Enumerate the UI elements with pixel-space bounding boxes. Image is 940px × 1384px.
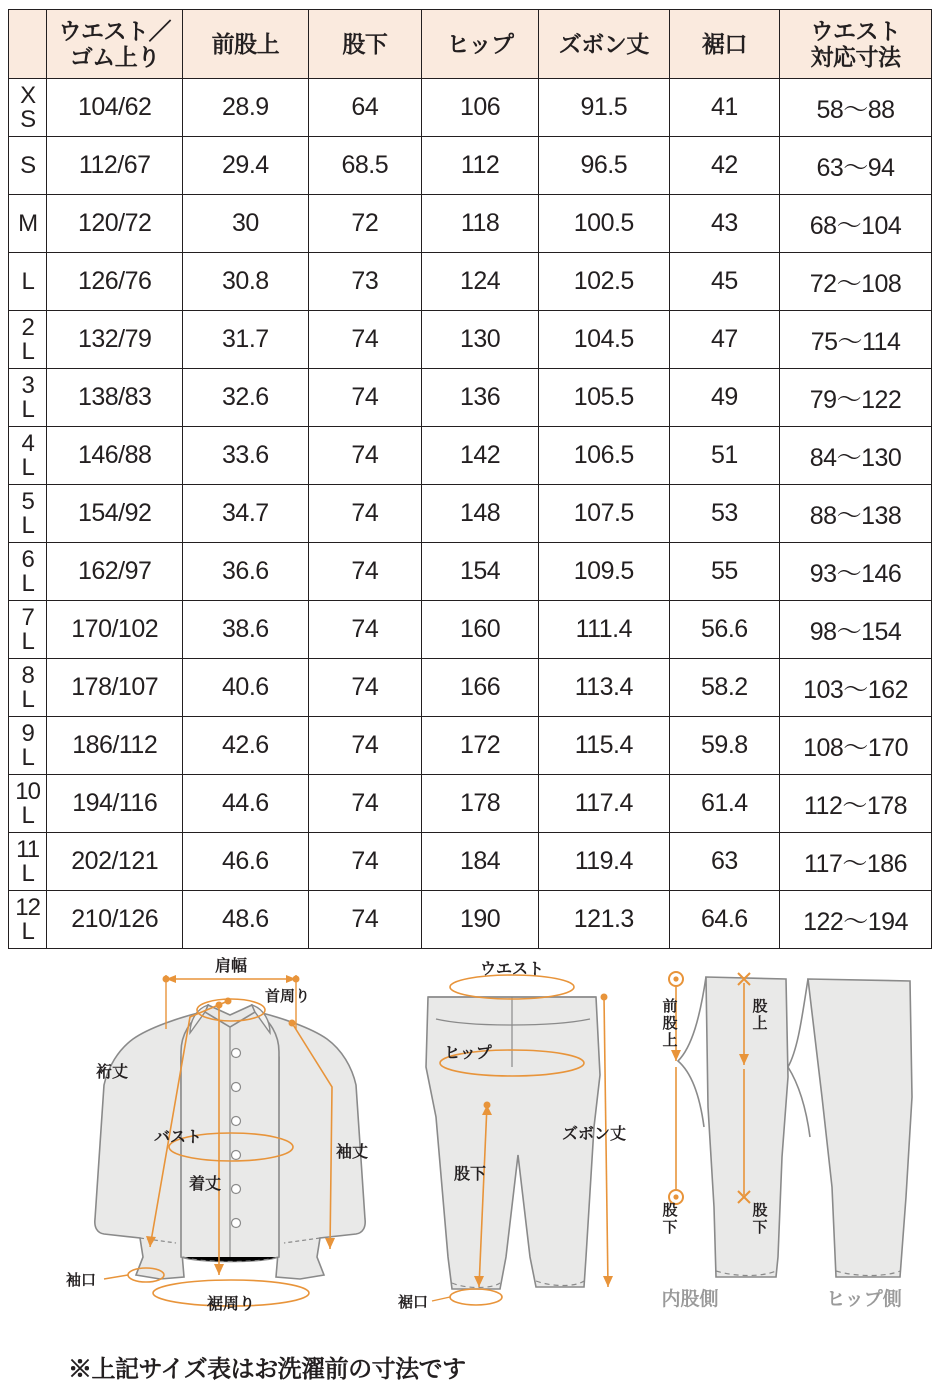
cell-waist: 120/72 bbox=[47, 195, 183, 253]
label-pants-hem: 裾口 bbox=[397, 1294, 428, 1311]
cell-waist-fit: 93〜146 bbox=[780, 543, 932, 601]
cell-hip: 160 bbox=[422, 601, 539, 659]
cell-inseam: 68.5 bbox=[308, 137, 422, 195]
cell-waist-fit: 63〜94 bbox=[780, 137, 932, 195]
cell-front-rise: 29.4 bbox=[183, 137, 308, 195]
cell-front-rise: 32.6 bbox=[183, 369, 308, 427]
cell-inseam: 74 bbox=[308, 485, 422, 543]
header-waist-line1: ウエスト／ bbox=[58, 18, 171, 45]
cell-pants-length: 115.4 bbox=[538, 717, 669, 775]
cell-front-rise: 46.6 bbox=[183, 833, 308, 891]
cell-size-suffix: L bbox=[21, 569, 34, 597]
cell-pants-length: 96.5 bbox=[538, 137, 669, 195]
table-row bbox=[9, 311, 932, 369]
cell-size bbox=[9, 543, 47, 601]
header-hip: ヒップ bbox=[422, 10, 539, 79]
header-hem: 裾口 bbox=[669, 10, 779, 79]
cell-size bbox=[9, 79, 47, 137]
label-cuff: 袖口 bbox=[65, 1272, 96, 1289]
cell-waist: 112/67 bbox=[47, 137, 183, 195]
table-row bbox=[9, 775, 932, 833]
cell-waist: 162/97 bbox=[47, 543, 183, 601]
cell-front-rise: 44.6 bbox=[183, 775, 308, 833]
cell-inseam: 74 bbox=[308, 775, 422, 833]
cell-waist-fit: 108〜170 bbox=[780, 717, 932, 775]
cell-hip: 148 bbox=[422, 485, 539, 543]
table-row bbox=[9, 485, 932, 543]
header-waist-line2: ゴム上り bbox=[69, 44, 160, 70]
cell-hem: 56.6 bbox=[669, 601, 779, 659]
table-row bbox=[9, 833, 932, 891]
table-header-row bbox=[9, 10, 932, 79]
cell-hem: 41 bbox=[669, 79, 779, 137]
cell-hem: 51 bbox=[669, 427, 779, 485]
cell-waist: 126/76 bbox=[47, 253, 183, 311]
cell-inseam: 74 bbox=[308, 717, 422, 775]
cell-size-suffix: L bbox=[21, 801, 34, 829]
label-body-length: 着丈 bbox=[188, 1176, 222, 1193]
cell-front-rise: 33.6 bbox=[183, 427, 308, 485]
cell-hem: 64.6 bbox=[669, 891, 779, 949]
cell-size-suffix: L bbox=[21, 685, 34, 713]
cell-inseam: 74 bbox=[308, 891, 422, 949]
cell-size: S bbox=[9, 137, 47, 195]
cell-inseam: 74 bbox=[308, 601, 422, 659]
label-back-rise: 股上 bbox=[752, 998, 768, 1032]
cell-size bbox=[9, 659, 47, 717]
cell-waist-fit: 72〜108 bbox=[780, 253, 932, 311]
cell-waist-fit: 68〜104 bbox=[780, 195, 932, 253]
cell-size-prefix: 6 bbox=[21, 546, 34, 574]
cell-waist-fit: 112〜178 bbox=[780, 775, 932, 833]
size-chart-page bbox=[0, 9, 940, 1383]
cell-front-rise: 34.7 bbox=[183, 485, 308, 543]
cell-pants-length: 91.5 bbox=[538, 79, 669, 137]
cell-size bbox=[9, 891, 47, 949]
table-row bbox=[9, 659, 932, 717]
cell-hip: 166 bbox=[422, 659, 539, 717]
cell-waist-fit: 117〜186 bbox=[780, 833, 932, 891]
cell-front-rise: 31.7 bbox=[183, 311, 308, 369]
cell-pants-length: 100.5 bbox=[538, 195, 669, 253]
cell-size-suffix: L bbox=[21, 453, 34, 481]
label-inseam-left: 股下 bbox=[662, 1202, 678, 1236]
cell-waist: 104/62 bbox=[47, 79, 183, 137]
cell-waist-fit: 103〜162 bbox=[780, 659, 932, 717]
cell-hem: 59.8 bbox=[669, 717, 779, 775]
cell-inseam: 74 bbox=[308, 311, 422, 369]
cell-pants-length: 107.5 bbox=[538, 485, 669, 543]
cell-hem: 63 bbox=[669, 833, 779, 891]
label-yuki: 裄丈 bbox=[95, 1064, 129, 1081]
cell-waist: 202/121 bbox=[47, 833, 183, 891]
cell-size-prefix: 10 bbox=[15, 778, 40, 806]
cell-hip: 136 bbox=[422, 369, 539, 427]
cell-pants-length: 106.5 bbox=[538, 427, 669, 485]
cell-size-prefix: X bbox=[20, 82, 36, 110]
cell-waist: 178/107 bbox=[47, 659, 183, 717]
cell-waist-fit: 75〜114 bbox=[780, 311, 932, 369]
cell-size bbox=[9, 311, 47, 369]
table-row bbox=[9, 369, 932, 427]
cell-size-suffix: L bbox=[21, 337, 34, 365]
table-row bbox=[9, 601, 932, 659]
cell-size bbox=[9, 717, 47, 775]
cell-size-prefix: 8 bbox=[21, 662, 34, 690]
cell-hip: 184 bbox=[422, 833, 539, 891]
cell-hem: 49 bbox=[669, 369, 779, 427]
cell-size-prefix: 9 bbox=[21, 720, 34, 748]
label-pants-hip: ヒップ bbox=[444, 1045, 492, 1062]
label-hip-side: ヒップ側 bbox=[826, 1289, 902, 1310]
cell-size-prefix: 7 bbox=[21, 604, 34, 632]
cell-inseam: 74 bbox=[308, 369, 422, 427]
label-pants-waist: ウエスト bbox=[479, 961, 545, 978]
cell-waist: 170/102 bbox=[47, 601, 183, 659]
pants-figure bbox=[397, 961, 626, 1311]
table-row bbox=[9, 253, 932, 311]
cell-hem: 43 bbox=[669, 195, 779, 253]
cell-inseam: 74 bbox=[308, 427, 422, 485]
cell-hip: 142 bbox=[422, 427, 539, 485]
cell-front-rise: 38.6 bbox=[183, 601, 308, 659]
table-row bbox=[9, 717, 932, 775]
label-neck-round: 首周り bbox=[265, 988, 311, 1005]
cell-front-rise: 30 bbox=[183, 195, 308, 253]
cell-front-rise: 48.6 bbox=[183, 891, 308, 949]
cell-hem: 45 bbox=[669, 253, 779, 311]
table-row bbox=[9, 195, 932, 253]
cell-waist: 132/79 bbox=[47, 311, 183, 369]
cell-hip: 154 bbox=[422, 543, 539, 601]
cell-hem: 47 bbox=[669, 311, 779, 369]
cell-size-suffix: L bbox=[21, 743, 34, 771]
header-corner bbox=[9, 10, 47, 79]
cell-size-suffix: L bbox=[21, 917, 34, 945]
header-inseam: 股下 bbox=[308, 10, 422, 79]
table-row bbox=[9, 137, 932, 195]
note-text: ※上記サイズ表はお洗濯前の寸法です bbox=[68, 1356, 466, 1383]
label-pants-inseam: 股下 bbox=[453, 1166, 487, 1183]
cell-hem: 61.4 bbox=[669, 775, 779, 833]
label-bust: バスト bbox=[153, 1129, 203, 1146]
cell-size bbox=[9, 369, 47, 427]
cell-size-suffix: L bbox=[21, 395, 34, 423]
cell-hip: 118 bbox=[422, 195, 539, 253]
cell-waist-fit: 84〜130 bbox=[780, 427, 932, 485]
jacket-figure bbox=[66, 957, 368, 1313]
table-body bbox=[9, 79, 932, 949]
cell-waist: 146/88 bbox=[47, 427, 183, 485]
cell-waist: 138/83 bbox=[47, 369, 183, 427]
header-waist-fit-line1: ウエスト bbox=[810, 18, 901, 45]
table-row bbox=[9, 891, 932, 949]
cell-size-prefix: 3 bbox=[21, 372, 34, 400]
header-waist-fit-line2: 対応寸法 bbox=[810, 44, 901, 70]
cell-size bbox=[9, 601, 47, 659]
label-front-rise: 前股上 bbox=[662, 998, 678, 1049]
cell-pants-length: 119.4 bbox=[538, 833, 669, 891]
cell-hip: 190 bbox=[422, 891, 539, 949]
cell-pants-length: 104.5 bbox=[538, 311, 669, 369]
cell-size-suffix: S bbox=[20, 105, 36, 133]
cell-pants-length: 105.5 bbox=[538, 369, 669, 427]
table-row bbox=[9, 79, 932, 137]
cell-waist: 210/126 bbox=[47, 891, 183, 949]
rise-figure bbox=[661, 972, 912, 1310]
cell-front-rise: 28.9 bbox=[183, 79, 308, 137]
label-sleeve-length: 袖丈 bbox=[335, 1144, 369, 1161]
cell-waist: 194/116 bbox=[47, 775, 183, 833]
cell-pants-length: 113.4 bbox=[538, 659, 669, 717]
cell-inseam: 64 bbox=[308, 79, 422, 137]
cell-front-rise: 42.6 bbox=[183, 717, 308, 775]
cell-size-prefix: 11 bbox=[16, 836, 40, 864]
cell-front-rise: 40.6 bbox=[183, 659, 308, 717]
cell-waist-fit: 98〜154 bbox=[780, 601, 932, 659]
label-hem-round: 裾周り bbox=[206, 1296, 256, 1313]
cell-hem: 42 bbox=[669, 137, 779, 195]
cell-waist-fit: 58〜88 bbox=[780, 79, 932, 137]
cell-inseam: 74 bbox=[308, 543, 422, 601]
cell-inseam: 74 bbox=[308, 659, 422, 717]
cell-waist: 154/92 bbox=[47, 485, 183, 543]
cell-hip: 106 bbox=[422, 79, 539, 137]
cell-hem: 55 bbox=[669, 543, 779, 601]
cell-hip: 112 bbox=[422, 137, 539, 195]
cell-hip: 178 bbox=[422, 775, 539, 833]
cell-front-rise: 30.8 bbox=[183, 253, 308, 311]
table-row bbox=[9, 427, 932, 485]
cell-hem: 53 bbox=[669, 485, 779, 543]
header-waist bbox=[47, 10, 183, 79]
cell-size bbox=[9, 485, 47, 543]
label-inner-side: 内股側 bbox=[661, 1289, 719, 1310]
cell-pants-length: 111.4 bbox=[538, 601, 669, 659]
cell-size-prefix: 5 bbox=[21, 488, 34, 516]
cell-size-prefix: 2 bbox=[21, 314, 34, 342]
cell-waist-fit: 88〜138 bbox=[780, 485, 932, 543]
cell-size-prefix: 4 bbox=[21, 430, 34, 458]
cell-size: L bbox=[9, 253, 47, 311]
table-row bbox=[9, 543, 932, 601]
label-shoulder-width: 肩幅 bbox=[214, 958, 248, 975]
cell-hip: 172 bbox=[422, 717, 539, 775]
cell-size bbox=[9, 427, 47, 485]
cell-size bbox=[9, 833, 47, 891]
cell-front-rise: 36.6 bbox=[183, 543, 308, 601]
cell-inseam: 73 bbox=[308, 253, 422, 311]
cell-waist-fit: 122〜194 bbox=[780, 891, 932, 949]
cell-inseam: 72 bbox=[308, 195, 422, 253]
cell-size bbox=[9, 775, 47, 833]
cell-pants-length: 109.5 bbox=[538, 543, 669, 601]
cell-waist: 186/112 bbox=[47, 717, 183, 775]
cell-hem: 58.2 bbox=[669, 659, 779, 717]
cell-inseam: 74 bbox=[308, 833, 422, 891]
cell-size-prefix: 12 bbox=[15, 894, 40, 922]
cell-pants-length: 121.3 bbox=[538, 891, 669, 949]
label-pants-length: ズボン丈 bbox=[561, 1126, 627, 1143]
cell-size-suffix: L bbox=[21, 627, 34, 655]
header-waist-fit bbox=[780, 10, 932, 79]
header-pants-length: ズボン丈 bbox=[538, 10, 669, 79]
cell-size-suffix: L bbox=[21, 859, 34, 887]
cell-hip: 124 bbox=[422, 253, 539, 311]
size-table bbox=[8, 9, 932, 949]
cell-pants-length: 117.4 bbox=[538, 775, 669, 833]
cell-hip: 130 bbox=[422, 311, 539, 369]
cell-pants-length: 102.5 bbox=[538, 253, 669, 311]
label-inseam-right: 股下 bbox=[752, 1202, 768, 1236]
cell-size: M bbox=[9, 195, 47, 253]
measurement-illustrations bbox=[0, 957, 940, 1347]
header-front-rise: 前股上 bbox=[183, 10, 308, 79]
cell-waist-fit: 79〜122 bbox=[780, 369, 932, 427]
cell-size-suffix: L bbox=[21, 511, 34, 539]
